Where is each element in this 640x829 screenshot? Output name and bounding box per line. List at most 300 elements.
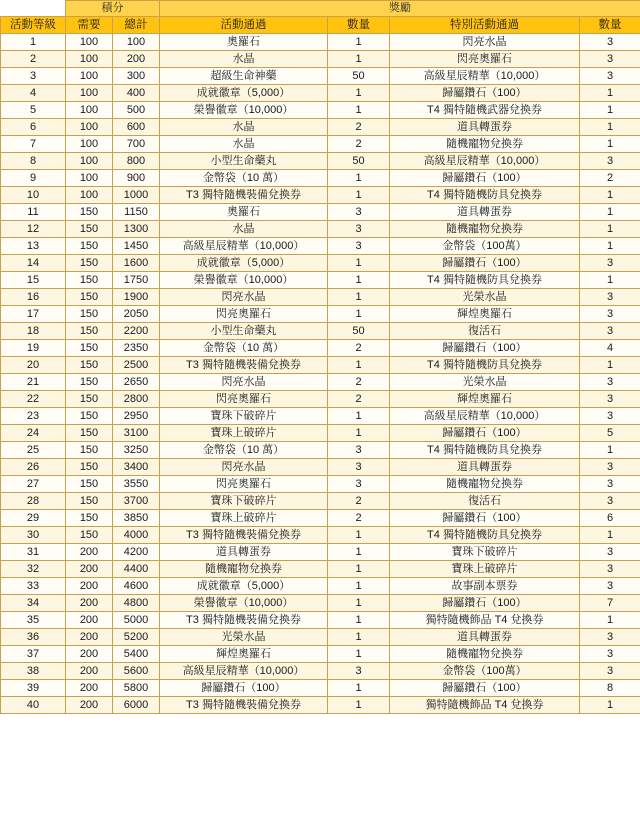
cell-qty2: 3 bbox=[580, 68, 640, 85]
cell-need: 150 bbox=[66, 476, 113, 493]
cell-special: 高級星辰精華（10,000） bbox=[390, 153, 580, 170]
cell-total: 1150 bbox=[113, 204, 160, 221]
cell-special: 金幣袋（100萬） bbox=[390, 238, 580, 255]
cell-need: 100 bbox=[66, 136, 113, 153]
cell-qty2: 1 bbox=[580, 697, 640, 714]
table-row bbox=[1, 612, 640, 629]
table-body bbox=[1, 34, 640, 714]
cell-qty1: 3 bbox=[328, 204, 390, 221]
table-row bbox=[1, 272, 640, 289]
cell-qty1: 3 bbox=[328, 663, 390, 680]
column-header-qty1: 數量 bbox=[328, 17, 390, 34]
cell-need: 200 bbox=[66, 578, 113, 595]
cell-level: 1 bbox=[1, 34, 66, 51]
cell-pass: 金幣袋（10 萬） bbox=[160, 340, 328, 357]
cell-qty1: 2 bbox=[328, 493, 390, 510]
cell-need: 100 bbox=[66, 187, 113, 204]
cell-need: 200 bbox=[66, 544, 113, 561]
cell-special: T4 獨特隨機防具兌換券 bbox=[390, 187, 580, 204]
cell-pass: 道具轉蛋券 bbox=[160, 544, 328, 561]
cell-qty1: 1 bbox=[328, 680, 390, 697]
cell-level: 15 bbox=[1, 272, 66, 289]
cell-special: 歸屬鑽石（100） bbox=[390, 340, 580, 357]
cell-pass: 金幣袋（10 萬） bbox=[160, 442, 328, 459]
table-row bbox=[1, 204, 640, 221]
cell-level: 5 bbox=[1, 102, 66, 119]
cell-qty2: 5 bbox=[580, 425, 640, 442]
cell-need: 100 bbox=[66, 119, 113, 136]
cell-level: 23 bbox=[1, 408, 66, 425]
cell-need: 150 bbox=[66, 289, 113, 306]
column-header-need: 需要 bbox=[66, 17, 113, 34]
cell-need: 150 bbox=[66, 204, 113, 221]
cell-pass: 榮譽徽章（10,000） bbox=[160, 272, 328, 289]
cell-total: 3700 bbox=[113, 493, 160, 510]
cell-need: 200 bbox=[66, 612, 113, 629]
cell-special: T4 獨特隨機武器兌換券 bbox=[390, 102, 580, 119]
cell-pass: 歸屬鑽石（100） bbox=[160, 680, 328, 697]
cell-special: T4 獨特隨機防具兌換券 bbox=[390, 357, 580, 374]
table-row bbox=[1, 595, 640, 612]
cell-qty1: 1 bbox=[328, 527, 390, 544]
cell-qty2: 3 bbox=[580, 493, 640, 510]
cell-level: 9 bbox=[1, 170, 66, 187]
cell-special: 寶珠下破碎片 bbox=[390, 544, 580, 561]
cell-level: 37 bbox=[1, 646, 66, 663]
cell-pass: 榮譽徽章（10,000） bbox=[160, 102, 328, 119]
cell-qty1: 1 bbox=[328, 102, 390, 119]
cell-qty2: 3 bbox=[580, 391, 640, 408]
cell-qty1: 3 bbox=[328, 238, 390, 255]
cell-need: 150 bbox=[66, 493, 113, 510]
cell-pass: 寶珠上破碎片 bbox=[160, 425, 328, 442]
cell-pass: 水晶 bbox=[160, 136, 328, 153]
cell-qty2: 3 bbox=[580, 544, 640, 561]
cell-need: 150 bbox=[66, 272, 113, 289]
cell-total: 300 bbox=[113, 68, 160, 85]
table-row bbox=[1, 408, 640, 425]
cell-level: 12 bbox=[1, 221, 66, 238]
cell-special: 道具轉蛋券 bbox=[390, 629, 580, 646]
cell-need: 150 bbox=[66, 425, 113, 442]
table-header bbox=[1, 1, 640, 34]
group-header-reward: 獎勵 bbox=[160, 1, 640, 17]
table-row bbox=[1, 255, 640, 272]
cell-pass: 水晶 bbox=[160, 51, 328, 68]
cell-qty2: 3 bbox=[580, 561, 640, 578]
cell-need: 200 bbox=[66, 663, 113, 680]
cell-pass: 奧羅石 bbox=[160, 204, 328, 221]
cell-need: 150 bbox=[66, 221, 113, 238]
table-row bbox=[1, 493, 640, 510]
cell-pass: 超級生命神藥 bbox=[160, 68, 328, 85]
cell-need: 150 bbox=[66, 306, 113, 323]
table-row bbox=[1, 425, 640, 442]
cell-total: 600 bbox=[113, 119, 160, 136]
cell-special: 獨特隨機飾品 T4 兌換券 bbox=[390, 612, 580, 629]
cell-pass: 閃亮水晶 bbox=[160, 459, 328, 476]
cell-pass: 閃亮水晶 bbox=[160, 289, 328, 306]
cell-need: 200 bbox=[66, 680, 113, 697]
cell-total: 4200 bbox=[113, 544, 160, 561]
cell-total: 100 bbox=[113, 34, 160, 51]
cell-qty1: 3 bbox=[328, 476, 390, 493]
cell-total: 2050 bbox=[113, 306, 160, 323]
cell-level: 40 bbox=[1, 697, 66, 714]
cell-total: 200 bbox=[113, 51, 160, 68]
table-row bbox=[1, 697, 640, 714]
table-row bbox=[1, 646, 640, 663]
cell-pass: 閃亮水晶 bbox=[160, 374, 328, 391]
cell-special: 光榮水晶 bbox=[390, 374, 580, 391]
cell-total: 5600 bbox=[113, 663, 160, 680]
cell-qty1: 50 bbox=[328, 153, 390, 170]
cell-pass: 金幣袋（10 萬） bbox=[160, 170, 328, 187]
cell-level: 34 bbox=[1, 595, 66, 612]
cell-qty1: 3 bbox=[328, 459, 390, 476]
cell-qty2: 1 bbox=[580, 204, 640, 221]
table-row bbox=[1, 391, 640, 408]
cell-qty1: 1 bbox=[328, 255, 390, 272]
cell-qty2: 3 bbox=[580, 306, 640, 323]
cell-level: 31 bbox=[1, 544, 66, 561]
cell-qty1: 2 bbox=[328, 136, 390, 153]
cell-level: 18 bbox=[1, 323, 66, 340]
cell-total: 1900 bbox=[113, 289, 160, 306]
cell-level: 19 bbox=[1, 340, 66, 357]
cell-total: 2800 bbox=[113, 391, 160, 408]
table-row bbox=[1, 119, 640, 136]
cell-special: 隨機寵物兌換券 bbox=[390, 646, 580, 663]
cell-qty1: 2 bbox=[328, 340, 390, 357]
cell-total: 2350 bbox=[113, 340, 160, 357]
cell-qty2: 3 bbox=[580, 578, 640, 595]
cell-total: 1000 bbox=[113, 187, 160, 204]
cell-qty2: 3 bbox=[580, 646, 640, 663]
cell-total: 6000 bbox=[113, 697, 160, 714]
cell-pass: 隨機寵物兌換券 bbox=[160, 561, 328, 578]
cell-pass: 成就徽章（5,000） bbox=[160, 255, 328, 272]
cell-need: 100 bbox=[66, 51, 113, 68]
cell-level: 39 bbox=[1, 680, 66, 697]
table-row bbox=[1, 306, 640, 323]
cell-pass: T3 獨特隨機裝備兌換券 bbox=[160, 697, 328, 714]
table-row bbox=[1, 289, 640, 306]
cell-qty2: 1 bbox=[580, 136, 640, 153]
cell-total: 2950 bbox=[113, 408, 160, 425]
cell-need: 200 bbox=[66, 646, 113, 663]
cell-qty1: 2 bbox=[328, 374, 390, 391]
cell-special: 復活石 bbox=[390, 323, 580, 340]
cell-qty2: 3 bbox=[580, 408, 640, 425]
cell-need: 150 bbox=[66, 391, 113, 408]
cell-pass: 水晶 bbox=[160, 221, 328, 238]
cell-level: 36 bbox=[1, 629, 66, 646]
cell-need: 100 bbox=[66, 85, 113, 102]
cell-level: 22 bbox=[1, 391, 66, 408]
table-row bbox=[1, 527, 640, 544]
cell-qty2: 7 bbox=[580, 595, 640, 612]
cell-special: 輝煌奧羅石 bbox=[390, 391, 580, 408]
cell-level: 30 bbox=[1, 527, 66, 544]
cell-qty2: 1 bbox=[580, 527, 640, 544]
cell-pass: 小型生命藥丸 bbox=[160, 153, 328, 170]
cell-pass: T3 獨特隨機裝備兌換券 bbox=[160, 612, 328, 629]
cell-special: 道具轉蛋券 bbox=[390, 459, 580, 476]
cell-total: 5000 bbox=[113, 612, 160, 629]
cell-level: 35 bbox=[1, 612, 66, 629]
cell-need: 150 bbox=[66, 340, 113, 357]
cell-pass: 榮譽徽章（10,000） bbox=[160, 595, 328, 612]
cell-total: 1750 bbox=[113, 272, 160, 289]
cell-qty1: 1 bbox=[328, 408, 390, 425]
table-row bbox=[1, 187, 640, 204]
cell-level: 26 bbox=[1, 459, 66, 476]
table-row bbox=[1, 136, 640, 153]
cell-qty1: 2 bbox=[328, 510, 390, 527]
cell-level: 25 bbox=[1, 442, 66, 459]
cell-qty1: 1 bbox=[328, 697, 390, 714]
table-row bbox=[1, 102, 640, 119]
table-row bbox=[1, 85, 640, 102]
cell-pass: 奧羅石 bbox=[160, 34, 328, 51]
cell-need: 150 bbox=[66, 527, 113, 544]
cell-need: 150 bbox=[66, 510, 113, 527]
cell-qty2: 3 bbox=[580, 153, 640, 170]
cell-special: 獨特隨機飾品 T4 兌換券 bbox=[390, 697, 580, 714]
cell-pass: 小型生命藥丸 bbox=[160, 323, 328, 340]
cell-need: 150 bbox=[66, 238, 113, 255]
table-row bbox=[1, 51, 640, 68]
cell-special: 高級星辰精華（10,000） bbox=[390, 68, 580, 85]
cell-total: 900 bbox=[113, 170, 160, 187]
cell-qty2: 3 bbox=[580, 34, 640, 51]
cell-qty1: 1 bbox=[328, 646, 390, 663]
cell-qty1: 1 bbox=[328, 544, 390, 561]
cell-pass: 輝煌奧羅石 bbox=[160, 646, 328, 663]
cell-level: 4 bbox=[1, 85, 66, 102]
cell-pass: 光榮水晶 bbox=[160, 629, 328, 646]
cell-special: 閃亮水晶 bbox=[390, 34, 580, 51]
cell-need: 100 bbox=[66, 102, 113, 119]
cell-pass: 寶珠下破碎片 bbox=[160, 408, 328, 425]
table-row bbox=[1, 459, 640, 476]
cell-special: 道具轉蛋券 bbox=[390, 204, 580, 221]
cell-level: 24 bbox=[1, 425, 66, 442]
cell-qty1: 1 bbox=[328, 51, 390, 68]
cell-level: 17 bbox=[1, 306, 66, 323]
cell-need: 150 bbox=[66, 357, 113, 374]
cell-pass: 寶珠下破碎片 bbox=[160, 493, 328, 510]
cell-qty1: 2 bbox=[328, 391, 390, 408]
cell-total: 5200 bbox=[113, 629, 160, 646]
cell-special: 歸屬鑽石（100） bbox=[390, 425, 580, 442]
cell-level: 8 bbox=[1, 153, 66, 170]
cell-pass: 成就徽章（5,000） bbox=[160, 578, 328, 595]
cell-qty2: 3 bbox=[580, 255, 640, 272]
cell-level: 14 bbox=[1, 255, 66, 272]
cell-qty2: 1 bbox=[580, 102, 640, 119]
cell-need: 200 bbox=[66, 561, 113, 578]
cell-total: 4800 bbox=[113, 595, 160, 612]
cell-total: 4400 bbox=[113, 561, 160, 578]
cell-total: 500 bbox=[113, 102, 160, 119]
group-header-blank bbox=[1, 1, 66, 17]
cell-level: 13 bbox=[1, 238, 66, 255]
table-row bbox=[1, 663, 640, 680]
cell-total: 2200 bbox=[113, 323, 160, 340]
cell-qty2: 3 bbox=[580, 289, 640, 306]
cell-need: 100 bbox=[66, 68, 113, 85]
table-row bbox=[1, 340, 640, 357]
cell-level: 29 bbox=[1, 510, 66, 527]
cell-qty1: 1 bbox=[328, 272, 390, 289]
cell-level: 3 bbox=[1, 68, 66, 85]
cell-qty2: 3 bbox=[580, 51, 640, 68]
cell-need: 200 bbox=[66, 629, 113, 646]
cell-special: 復活石 bbox=[390, 493, 580, 510]
cell-qty2: 8 bbox=[580, 680, 640, 697]
column-header-qty2: 數量 bbox=[580, 17, 640, 34]
cell-need: 150 bbox=[66, 459, 113, 476]
cell-level: 10 bbox=[1, 187, 66, 204]
cell-special: T4 獨特隨機防具兌換券 bbox=[390, 527, 580, 544]
cell-qty2: 1 bbox=[580, 357, 640, 374]
cell-total: 1450 bbox=[113, 238, 160, 255]
cell-level: 33 bbox=[1, 578, 66, 595]
cell-total: 800 bbox=[113, 153, 160, 170]
cell-qty1: 50 bbox=[328, 323, 390, 340]
cell-special: 歸屬鑽石（100） bbox=[390, 595, 580, 612]
cell-total: 4000 bbox=[113, 527, 160, 544]
cell-level: 7 bbox=[1, 136, 66, 153]
table-row bbox=[1, 561, 640, 578]
cell-pass: T3 獨特隨機裝備兌換券 bbox=[160, 187, 328, 204]
cell-qty2: 3 bbox=[580, 374, 640, 391]
table-row bbox=[1, 221, 640, 238]
cell-qty1: 3 bbox=[328, 442, 390, 459]
table-row bbox=[1, 357, 640, 374]
cell-special: 金幣袋（100萬） bbox=[390, 663, 580, 680]
cell-special: 光榮水晶 bbox=[390, 289, 580, 306]
cell-level: 27 bbox=[1, 476, 66, 493]
cell-qty2: 1 bbox=[580, 612, 640, 629]
table-row bbox=[1, 238, 640, 255]
cell-qty2: 1 bbox=[580, 119, 640, 136]
table-row bbox=[1, 476, 640, 493]
cell-qty2: 2 bbox=[580, 170, 640, 187]
cell-special: 閃亮奧羅石 bbox=[390, 51, 580, 68]
table-row bbox=[1, 68, 640, 85]
cell-special: 歸屬鑽石（100） bbox=[390, 510, 580, 527]
cell-total: 4600 bbox=[113, 578, 160, 595]
cell-pass: 高級星辰精華（10,000） bbox=[160, 663, 328, 680]
cell-level: 6 bbox=[1, 119, 66, 136]
table-row bbox=[1, 544, 640, 561]
cell-qty1: 1 bbox=[328, 612, 390, 629]
cell-qty2: 3 bbox=[580, 323, 640, 340]
cell-qty1: 1 bbox=[328, 425, 390, 442]
cell-total: 3100 bbox=[113, 425, 160, 442]
cell-total: 2500 bbox=[113, 357, 160, 374]
cell-total: 5400 bbox=[113, 646, 160, 663]
cell-total: 3250 bbox=[113, 442, 160, 459]
cell-qty2: 1 bbox=[580, 442, 640, 459]
cell-qty1: 2 bbox=[328, 119, 390, 136]
cell-special: 隨機寵物兌換券 bbox=[390, 136, 580, 153]
table-row bbox=[1, 34, 640, 51]
cell-level: 32 bbox=[1, 561, 66, 578]
cell-level: 21 bbox=[1, 374, 66, 391]
cell-qty1: 1 bbox=[328, 357, 390, 374]
cell-qty1: 1 bbox=[328, 289, 390, 306]
cell-need: 150 bbox=[66, 442, 113, 459]
cell-special: 寶珠上破碎片 bbox=[390, 561, 580, 578]
cell-need: 150 bbox=[66, 374, 113, 391]
cell-qty1: 50 bbox=[328, 68, 390, 85]
cell-qty2: 1 bbox=[580, 85, 640, 102]
cell-special: 歸屬鑽石（100） bbox=[390, 170, 580, 187]
cell-special: 歸屬鑽石（100） bbox=[390, 680, 580, 697]
cell-need: 200 bbox=[66, 697, 113, 714]
cell-need: 150 bbox=[66, 408, 113, 425]
cell-need: 200 bbox=[66, 595, 113, 612]
cell-pass: T3 獨特隨機裝備兌換券 bbox=[160, 527, 328, 544]
cell-qty1: 1 bbox=[328, 561, 390, 578]
column-header-total: 總計 bbox=[113, 17, 160, 34]
cell-special: T4 獨特隨機防具兌換券 bbox=[390, 272, 580, 289]
table-row bbox=[1, 578, 640, 595]
column-header-level: 活動等級 bbox=[1, 17, 66, 34]
cell-special: T4 獨特隨機防具兌換券 bbox=[390, 442, 580, 459]
table-row bbox=[1, 170, 640, 187]
cell-level: 20 bbox=[1, 357, 66, 374]
cell-total: 2650 bbox=[113, 374, 160, 391]
cell-pass: 寶珠上破碎片 bbox=[160, 510, 328, 527]
cell-total: 3400 bbox=[113, 459, 160, 476]
cell-level: 28 bbox=[1, 493, 66, 510]
cell-qty1: 1 bbox=[328, 629, 390, 646]
cell-pass: 閃亮奧羅石 bbox=[160, 391, 328, 408]
cell-special: 輝煌奧羅石 bbox=[390, 306, 580, 323]
cell-level: 16 bbox=[1, 289, 66, 306]
cell-total: 700 bbox=[113, 136, 160, 153]
cell-level: 38 bbox=[1, 663, 66, 680]
table-row bbox=[1, 153, 640, 170]
cell-total: 3550 bbox=[113, 476, 160, 493]
table-row bbox=[1, 442, 640, 459]
cell-special: 高級星辰精華（10,000） bbox=[390, 408, 580, 425]
cell-pass: 水晶 bbox=[160, 119, 328, 136]
cell-qty2: 6 bbox=[580, 510, 640, 527]
cell-pass: 閃亮奧羅石 bbox=[160, 476, 328, 493]
cell-total: 3850 bbox=[113, 510, 160, 527]
cell-qty2: 1 bbox=[580, 238, 640, 255]
cell-special: 歸屬鑽石（100） bbox=[390, 85, 580, 102]
cell-special: 道具轉蛋券 bbox=[390, 119, 580, 136]
cell-qty1: 1 bbox=[328, 578, 390, 595]
cell-special: 故事副本票券 bbox=[390, 578, 580, 595]
table-row bbox=[1, 323, 640, 340]
cell-qty1: 1 bbox=[328, 170, 390, 187]
cell-special: 歸屬鑽石（100） bbox=[390, 255, 580, 272]
cell-pass: 閃亮奧羅石 bbox=[160, 306, 328, 323]
group-header-row bbox=[1, 1, 640, 17]
cell-qty2: 3 bbox=[580, 663, 640, 680]
cell-qty2: 3 bbox=[580, 459, 640, 476]
cell-qty2: 3 bbox=[580, 476, 640, 493]
cell-need: 100 bbox=[66, 153, 113, 170]
